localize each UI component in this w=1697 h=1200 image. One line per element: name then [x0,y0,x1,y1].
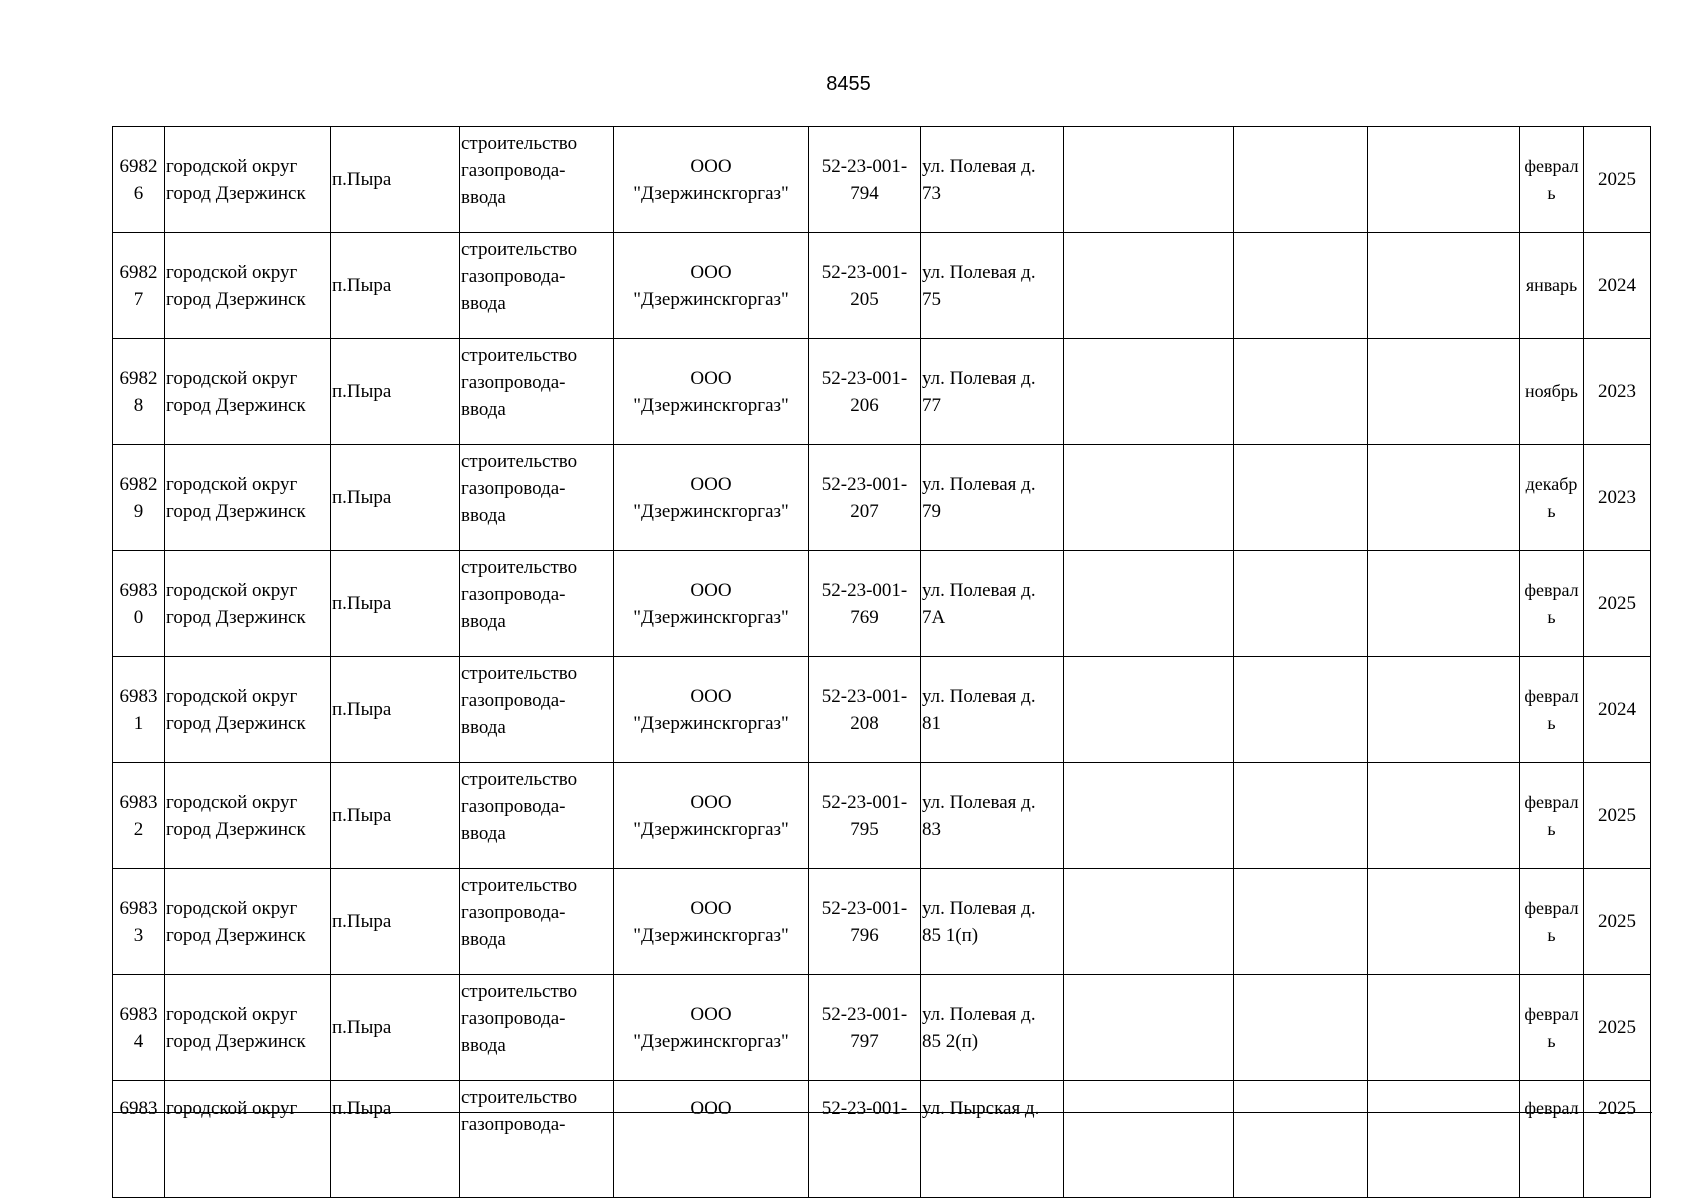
cell-empty [1368,657,1520,763]
cell-object-code [809,657,921,763]
cell-month-text: ь [1547,712,1556,733]
cell-organization-text: ООО [690,367,732,389]
cell-district-text: город Дзержинск [166,500,306,522]
cell-row-number [113,763,165,869]
cell-row-number-text: 4 [133,1030,144,1052]
cell-work-type-text: строительство [461,239,578,260]
cell-locality [331,1081,460,1198]
cell-organization [614,975,809,1081]
cell-row-number-text: 6983 [119,579,158,601]
cell-work-type-text: ввода [461,399,506,420]
cell-empty [1064,339,1234,445]
cell-work-type-text: газопровода- [461,584,566,605]
cell-locality-text: п.Пыра [332,169,392,190]
cell-empty [1234,233,1368,339]
cell-month-text: ь [1547,1030,1556,1051]
cell-address [921,127,1064,233]
cell-month [1520,551,1584,657]
cell-year-text: 2023 [1598,487,1636,508]
cell-organization-text: "Дзержинскгоргаз" [633,394,789,416]
cell-address [921,869,1064,975]
cell-organization [614,339,809,445]
cell-address-text: ул. Полевая д. [922,791,1036,813]
cell-organization [614,551,809,657]
cell-empty [1234,975,1368,1081]
cell-empty [1368,445,1520,551]
cell-locality [331,233,460,339]
cell-work-type-text: газопровода- [461,478,566,499]
cell-row-number-text: 6982 [119,473,158,495]
cell-work-type-text: строительство [461,981,578,1002]
cell-row-number-text: 6982 [119,155,158,177]
cell-year-text: 2025 [1598,805,1636,826]
cell-object-code-text: 794 [850,182,879,204]
cell-row-number-text: 0 [133,606,144,628]
cell-locality-text: п.Пыра [332,805,392,826]
cell-month [1520,869,1584,975]
cell-work-type-text: ввода [461,823,506,844]
cell-work-type-text: газопровода- [461,266,566,287]
table-row [113,127,1651,233]
cell-year-text: 2024 [1598,699,1636,720]
cell-address-text: 77 [922,394,941,416]
table-row [113,445,1651,551]
cell-row-number [113,127,165,233]
cell-empty [1064,975,1234,1081]
cell-work-type-text: газопровода- [461,1114,566,1135]
cell-empty [1368,869,1520,975]
cell-organization [614,869,809,975]
cell-row-number [113,339,165,445]
cell-locality-text: п.Пыра [332,911,392,932]
cell-work-type-text: ввода [461,611,506,632]
cell-work-type [460,869,614,975]
table-row [113,657,1651,763]
cell-address-text: 79 [922,500,941,522]
cell-empty [1064,445,1234,551]
cell-organization-text: ООО [690,685,732,707]
cell-organization-text: "Дзержинскгоргаз" [633,606,789,628]
cell-address-text: ул. Полевая д. [922,261,1036,283]
cell-work-type-text: газопровода- [461,796,566,817]
cell-organization-text: ООО [690,1098,732,1119]
table-row [113,1081,1651,1198]
cell-district [165,339,331,445]
cell-year [1584,551,1651,657]
cell-district-text: городской округ [166,261,298,283]
cell-object-code-text: 207 [850,500,879,522]
cell-row-number-text: 6983 [119,897,158,919]
table-row [113,763,1651,869]
cell-row-number-text: 8 [133,394,144,416]
cell-month-text: ь [1547,500,1556,521]
cell-locality [331,869,460,975]
cell-object-code-text: 796 [850,924,879,946]
cell-row-number-text: 6 [133,182,144,204]
cell-empty [1368,339,1520,445]
cell-district [165,1081,331,1198]
cell-empty [1234,551,1368,657]
cell-empty [1368,975,1520,1081]
cell-district-text: город Дзержинск [166,924,306,946]
cell-empty [1368,763,1520,869]
cell-district-text: городской округ [166,367,298,389]
cell-address [921,233,1064,339]
cell-year-text: 2025 [1598,593,1636,614]
cell-empty [1368,233,1520,339]
cell-locality [331,975,460,1081]
cell-district-text: городской округ [166,897,298,919]
cell-address-text: 83 [922,818,941,840]
cell-district [165,445,331,551]
table-row [113,339,1651,445]
cell-month [1520,127,1584,233]
cell-locality-text: п.Пыра [332,593,392,614]
cell-work-type-text: газопровода- [461,1008,566,1029]
cell-object-code-text: 52-23-001- [821,579,908,601]
cell-address-text: 85 2(п) [922,1030,979,1052]
cell-object-code-text: 52-23-001- [821,473,908,495]
cell-month-text: ь [1547,818,1556,839]
cell-object-code-text: 52-23-001- [821,261,908,283]
cell-district-text: город Дзержинск [166,1030,306,1052]
cell-organization-text: ООО [690,155,732,177]
cell-year [1584,763,1651,869]
cell-district-text: городской округ [166,1098,298,1119]
cell-row-number-text: 6982 [119,367,158,389]
cell-month-text: феврал [1524,155,1579,176]
cell-row-number-text: 6983 [119,685,158,707]
cell-object-code [809,551,921,657]
cell-year-text: 2025 [1598,1098,1636,1119]
cell-address-text: 81 [922,712,941,734]
cell-locality [331,657,460,763]
cell-district-text: город Дзержинск [166,712,306,734]
table-row [113,551,1651,657]
cell-district-text: городской округ [166,473,298,495]
cell-address-text: 7А [922,606,946,628]
cell-work-type [460,127,614,233]
cell-organization [614,127,809,233]
cell-month-text: ноябрь [1525,381,1578,401]
cell-district-text: город Дзержинск [166,182,306,204]
cell-address-text: 75 [922,288,941,310]
cell-work-type-text: строительство [461,875,578,896]
cell-organization-text: "Дзержинскгоргаз" [633,818,789,840]
cell-address [921,657,1064,763]
cell-year [1584,127,1651,233]
cell-object-code-text: 52-23-001- [821,367,908,389]
cell-address-text: ул. Полевая д. [922,1003,1036,1025]
cell-address-text: 85 1(п) [922,924,979,946]
cell-organization-text: ООО [690,1003,732,1025]
table-row [113,975,1651,1081]
cell-empty [1368,551,1520,657]
cell-work-type [460,975,614,1081]
cell-address [921,339,1064,445]
cell-month [1520,339,1584,445]
cell-year [1584,1081,1651,1198]
cell-district [165,127,331,233]
cell-district-text: город Дзержинск [166,606,306,628]
page-number: 8455 [826,73,871,95]
cell-address-text: ул. Полевая д. [922,155,1036,177]
cell-organization-text: ООО [690,261,732,283]
table-row [113,869,1651,975]
cell-row-number [113,869,165,975]
cell-organization-text: ООО [690,791,732,813]
cell-work-type-text: строительство [461,769,578,790]
cell-row-number [113,657,165,763]
cell-address-text: ул. Полевая д. [922,367,1036,389]
cell-month-text: феврал [1524,791,1579,812]
cell-row-number-text: 6983 [119,1098,158,1119]
cell-row-number [113,975,165,1081]
cell-month [1520,657,1584,763]
table-container [112,126,1652,1135]
cell-row-number-text: 2 [133,818,144,840]
cell-year-text: 2025 [1598,1017,1636,1038]
cell-address-text: ул. Полевая д. [922,473,1036,495]
cell-organization-text: "Дзержинскгоргаз" [633,924,789,946]
cell-year [1584,869,1651,975]
cell-organization-text: ООО [690,897,732,919]
cell-empty [1234,1081,1368,1198]
cell-empty [1234,445,1368,551]
cell-year [1584,657,1651,763]
cell-row-number-text: 6983 [119,1003,158,1025]
cell-empty [1064,233,1234,339]
cell-work-type-text: газопровода- [461,902,566,923]
cell-work-type-text: ввода [461,293,506,314]
cell-month-text: ь [1547,924,1556,945]
cell-work-type-text: строительство [461,451,578,472]
cell-object-code-text: 205 [850,288,879,310]
cell-row-number-text: 6983 [119,791,158,813]
cell-empty [1064,127,1234,233]
cell-organization [614,233,809,339]
cell-object-code-text: 52-23-001- [821,897,908,919]
cell-work-type-text: ввода [461,929,506,950]
cell-row-number-text: 7 [133,288,144,310]
cell-month [1520,445,1584,551]
cell-object-code [809,869,921,975]
cell-work-type [460,551,614,657]
cell-locality-text: п.Пыра [332,1098,392,1119]
cell-empty [1234,127,1368,233]
cell-district [165,657,331,763]
cell-work-type [460,445,614,551]
cell-year-text: 2024 [1598,275,1636,296]
cell-object-code-text: 769 [850,606,879,628]
cell-empty [1064,657,1234,763]
cell-year [1584,339,1651,445]
table-row [113,233,1651,339]
cell-locality [331,551,460,657]
cell-work-type-text: ввода [461,505,506,526]
cell-empty [1368,1081,1520,1198]
cell-address [921,1081,1064,1198]
cell-month [1520,1081,1584,1198]
cell-work-type-text: газопровода- [461,690,566,711]
cell-organization-text: ООО [690,473,732,495]
cell-work-type [460,657,614,763]
cell-locality [331,445,460,551]
cell-organization-text: "Дзержинскгоргаз" [633,500,789,522]
cell-address-text: ул. Полевая д. [922,897,1036,919]
cell-month [1520,975,1584,1081]
cell-organization-text: "Дзержинскгоргаз" [633,182,789,204]
cell-organization-text: "Дзержинскгоргаз" [633,712,789,734]
cell-month-text: феврал [1524,1003,1579,1024]
cell-work-type-text: строительство [461,663,578,684]
table-body [113,127,1651,1198]
cell-object-code [809,445,921,551]
cell-empty [1064,1081,1234,1198]
cell-work-type-text: ввода [461,717,506,738]
cell-month-text: ь [1547,182,1556,203]
cell-organization-text: "Дзержинскгоргаз" [633,288,789,310]
cell-month-text: ь [1547,606,1556,627]
cell-month-text: феврал [1524,897,1579,918]
cell-row-number [113,1081,165,1198]
cell-work-type-text: газопровода- [461,372,566,393]
cell-object-code [809,127,921,233]
cell-organization-text: "Дзержинскгоргаз" [633,1030,789,1052]
cell-object-code-text: 52-23-001- [821,1098,908,1119]
cell-empty [1368,127,1520,233]
cell-month-text: феврал [1524,1098,1579,1118]
data-table [112,126,1651,1198]
cell-object-code-text: 206 [850,394,879,416]
cell-address-text: 73 [922,182,941,204]
cell-district-text: город Дзержинск [166,818,306,840]
cell-row-number [113,551,165,657]
cell-work-type [460,763,614,869]
cell-empty [1234,657,1368,763]
cell-organization [614,1081,809,1198]
cell-locality-text: п.Пыра [332,1017,392,1038]
cell-work-type [460,233,614,339]
cell-year [1584,975,1651,1081]
cell-district [165,763,331,869]
cell-empty [1064,551,1234,657]
cell-object-code [809,763,921,869]
cell-locality [331,763,460,869]
cell-year-text: 2025 [1598,169,1636,190]
cell-month [1520,233,1584,339]
cell-work-type [460,1081,614,1198]
cell-locality-text: п.Пыра [332,699,392,720]
cell-district-text: городской округ [166,579,298,601]
cell-district [165,975,331,1081]
cell-address [921,551,1064,657]
cell-object-code [809,975,921,1081]
cell-row-number [113,445,165,551]
cell-address-text: ул. Полевая д. [922,579,1036,601]
cell-locality-text: п.Пыра [332,381,392,402]
cell-object-code [809,339,921,445]
cell-month [1520,763,1584,869]
cell-district-text: городской округ [166,1003,298,1025]
cell-locality-text: п.Пыра [332,487,392,508]
cell-object-code-text: 797 [850,1030,879,1052]
cell-year-text: 2023 [1598,381,1636,402]
cell-district [165,551,331,657]
cell-address-text: ул. Пырская д. [922,1098,1040,1119]
cell-row-number-text: 3 [133,924,144,946]
cell-object-code [809,1081,921,1198]
cell-object-code-text: 795 [850,818,879,840]
cell-organization-text: ООО [690,579,732,601]
cell-work-type-text: строительство [461,557,578,578]
cell-organization [614,657,809,763]
cell-work-type-text: строительство [461,345,578,366]
cell-organization [614,445,809,551]
cell-month-text: феврал [1524,685,1579,706]
cell-organization [614,763,809,869]
cell-address [921,445,1064,551]
cell-year-text: 2025 [1598,911,1636,932]
cell-work-type-text: строительство [461,1087,578,1108]
cell-district-text: городской округ [166,685,298,707]
cell-object-code-text: 52-23-001- [821,155,908,177]
cell-empty [1234,339,1368,445]
cell-month-text: феврал [1524,579,1579,600]
cell-address [921,975,1064,1081]
cell-work-type-text: ввода [461,1035,506,1056]
cell-locality-text: п.Пыра [332,275,392,296]
cell-object-code-text: 208 [850,712,879,734]
cell-month-text: декабр [1525,473,1578,494]
cell-work-type-text: ввода [461,187,506,208]
cell-district [165,869,331,975]
cell-empty [1234,763,1368,869]
cell-year [1584,233,1651,339]
cell-district-text: город Дзержинск [166,288,306,310]
cell-empty [1234,869,1368,975]
cell-locality [331,339,460,445]
cell-work-type-text: строительство [461,133,578,154]
cell-address [921,763,1064,869]
cell-object-code-text: 52-23-001- [821,791,908,813]
cell-row-number-text: 6982 [119,261,158,283]
cell-row-number-text: 9 [133,500,144,522]
cell-empty [1064,763,1234,869]
cell-object-code-text: 52-23-001- [821,685,908,707]
cell-work-type [460,339,614,445]
cell-address-text: ул. Полевая д. [922,685,1036,707]
cell-district-text: городской округ [166,155,298,177]
cell-object-code-text: 52-23-001- [821,1003,908,1025]
cell-row-number-text: 1 [133,712,144,734]
cell-empty [1064,869,1234,975]
cell-object-code [809,233,921,339]
cell-locality [331,127,460,233]
cell-row-number [113,233,165,339]
cell-district-text: город Дзержинск [166,394,306,416]
cell-month-text: январь [1525,275,1578,295]
cell-district [165,233,331,339]
cell-year [1584,445,1651,551]
cell-work-type-text: газопровода- [461,160,566,181]
cell-district-text: городской округ [166,791,298,813]
